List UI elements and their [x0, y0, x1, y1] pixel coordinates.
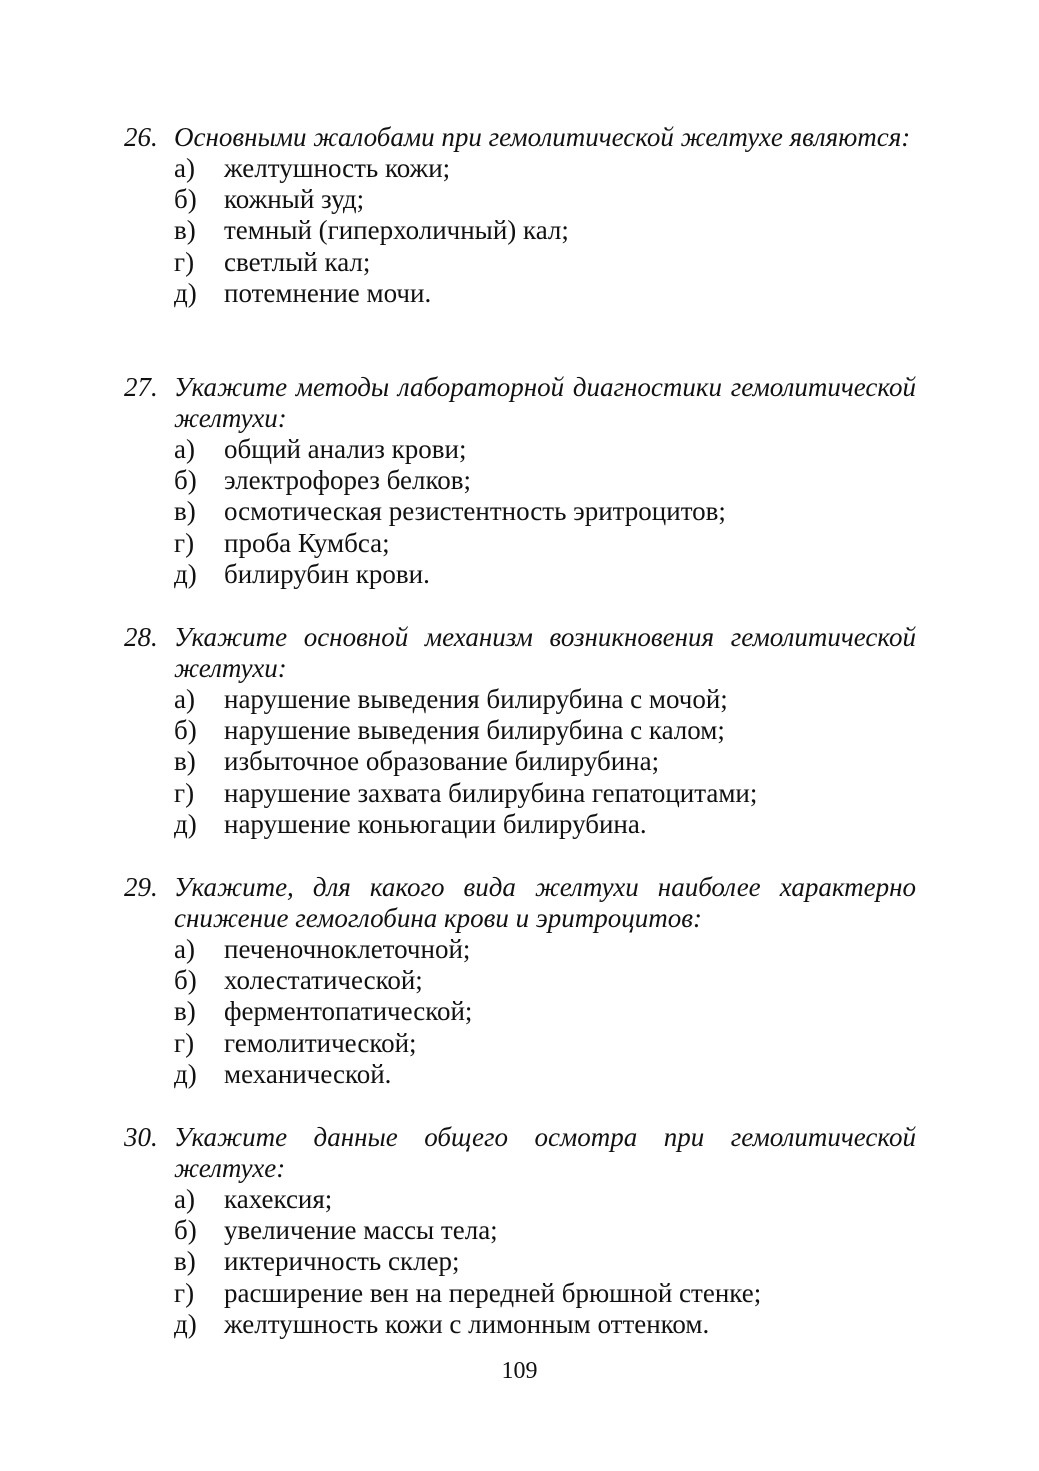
option-letter: б): [174, 715, 197, 746]
answer-option-g: [124, 1278, 916, 1309]
answer-option-g: [124, 778, 916, 809]
question-number: 30.: [124, 1122, 158, 1152]
question-28: [124, 622, 916, 840]
option-letter: б): [174, 465, 197, 496]
answer-option-d: [124, 1309, 916, 1340]
option-letter: а): [174, 153, 195, 183]
option-text: потемнение мочи.: [224, 277, 432, 308]
option-letter: д): [174, 808, 197, 839]
answer-option-d: [124, 1059, 916, 1090]
option-letter: д): [174, 1308, 197, 1339]
option-text: иктеричность склер;: [224, 1246, 460, 1277]
option-text: нарушение выведения билирубина с мочой;: [224, 684, 728, 714]
option-text: желтушность кожи с лимонным оттенком.: [224, 1308, 710, 1339]
question-27: [124, 372, 916, 590]
option-text: желтушность кожи;: [224, 153, 451, 183]
question-number: 27.: [124, 372, 158, 402]
question-number: 29.: [124, 872, 158, 902]
answer-option-v: [124, 996, 916, 1027]
option-letter: б): [174, 184, 197, 215]
option-text: билирубин крови.: [224, 558, 430, 589]
option-text: механической.: [224, 1058, 392, 1089]
answer-option-g: [124, 247, 916, 278]
answer-option-b: [124, 184, 916, 215]
option-letter: д): [174, 558, 197, 589]
answer-option-a: [124, 153, 916, 184]
question-heading: [124, 122, 916, 153]
option-text: нарушение коньюгации билирубина.: [224, 808, 647, 839]
option-letter: д): [174, 1058, 197, 1089]
option-text: увеличение массы тела;: [224, 1215, 498, 1246]
option-text: осмотическая резистентность эритроцитов;: [224, 496, 726, 527]
option-letter: а): [174, 434, 195, 464]
option-letter: в): [174, 215, 196, 246]
question-heading: [124, 1122, 916, 1184]
option-letter: а): [174, 934, 195, 964]
answer-option-a: [124, 934, 916, 965]
answer-options: [124, 153, 916, 309]
answer-option-v: [124, 746, 916, 777]
option-letter: б): [174, 1215, 197, 1246]
option-letter: в): [174, 996, 196, 1027]
question-text: Укажите методы лабораторной диагностики гемолитической желтухи:: [174, 372, 916, 433]
answer-option-d: [124, 278, 916, 309]
answer-option-b: [124, 965, 916, 996]
option-text: кожный зуд;: [224, 184, 365, 215]
option-letter: в): [174, 496, 196, 527]
option-letter: в): [174, 1246, 196, 1277]
question-text: Укажите данные общего осмотра при гемолитической желтухе:: [174, 1122, 916, 1183]
question-number: 28.: [124, 622, 158, 652]
question-number: 26.: [124, 122, 158, 152]
option-letter: в): [174, 746, 196, 777]
option-text: проба Кумбса;: [224, 527, 390, 558]
option-letter: г): [174, 1277, 195, 1308]
question-text: Укажите основной механизм возникновения гемолитической желтухи:: [174, 622, 916, 683]
option-letter: а): [174, 684, 195, 714]
option-text: кахексия;: [224, 1184, 333, 1214]
option-text: нарушение захвата билирубина гепатоцитами;: [224, 777, 758, 808]
option-letter: г): [174, 246, 195, 277]
question-heading: [124, 622, 916, 684]
answer-option-v: [124, 496, 916, 527]
option-text: печеночноклеточной;: [224, 934, 471, 964]
answer-option-b: [124, 715, 916, 746]
question-text: Укажите, для какого вида желтухи наиболее характерно снижение гемоглобина крови и эритроцитов:: [174, 872, 916, 933]
option-text: светлый кал;: [224, 246, 371, 277]
answer-option-v: [124, 215, 916, 246]
question-26: [124, 122, 916, 309]
question-heading: [124, 372, 916, 434]
option-text: расширение вен на передней брюшной стенке;: [224, 1277, 762, 1308]
answer-option-b: [124, 465, 916, 496]
answer-options: [124, 1184, 916, 1340]
option-text: холестатической;: [224, 965, 423, 996]
answer-option-b: [124, 1215, 916, 1246]
question-heading: [124, 872, 916, 934]
page-number: 109: [501, 1358, 538, 1384]
option-letter: г): [174, 527, 195, 558]
answer-options: [124, 684, 916, 840]
option-text: темный (гиперхоличный) кал;: [224, 215, 569, 246]
answer-option-a: [124, 434, 916, 465]
answer-options: [124, 434, 916, 590]
answer-option-g: [124, 1028, 916, 1059]
answer-option-a: [124, 684, 916, 715]
answer-option-d: [124, 809, 916, 840]
option-letter: б): [174, 965, 197, 996]
option-letter: г): [174, 1027, 195, 1058]
question-29: [124, 872, 916, 1090]
question-text: Основными жалобами при гемолитической желтухе являются:: [174, 122, 911, 152]
question-30: [124, 1122, 916, 1340]
answer-option-v: [124, 1246, 916, 1277]
option-text: общий анализ крови;: [224, 434, 467, 464]
option-text: ферментопатической;: [224, 996, 473, 1027]
answer-options: [124, 934, 916, 1090]
option-text: нарушение выведения билирубина с калом;: [224, 715, 725, 746]
option-text: электрофорез белков;: [224, 465, 472, 496]
option-text: избыточное образование билирубина;: [224, 746, 660, 777]
answer-option-g: [124, 528, 916, 559]
option-text: гемолитической;: [224, 1027, 417, 1058]
option-letter: а): [174, 1184, 195, 1214]
option-letter: г): [174, 777, 195, 808]
answer-option-d: [124, 559, 916, 590]
option-letter: д): [174, 277, 197, 308]
answer-option-a: [124, 1184, 916, 1215]
